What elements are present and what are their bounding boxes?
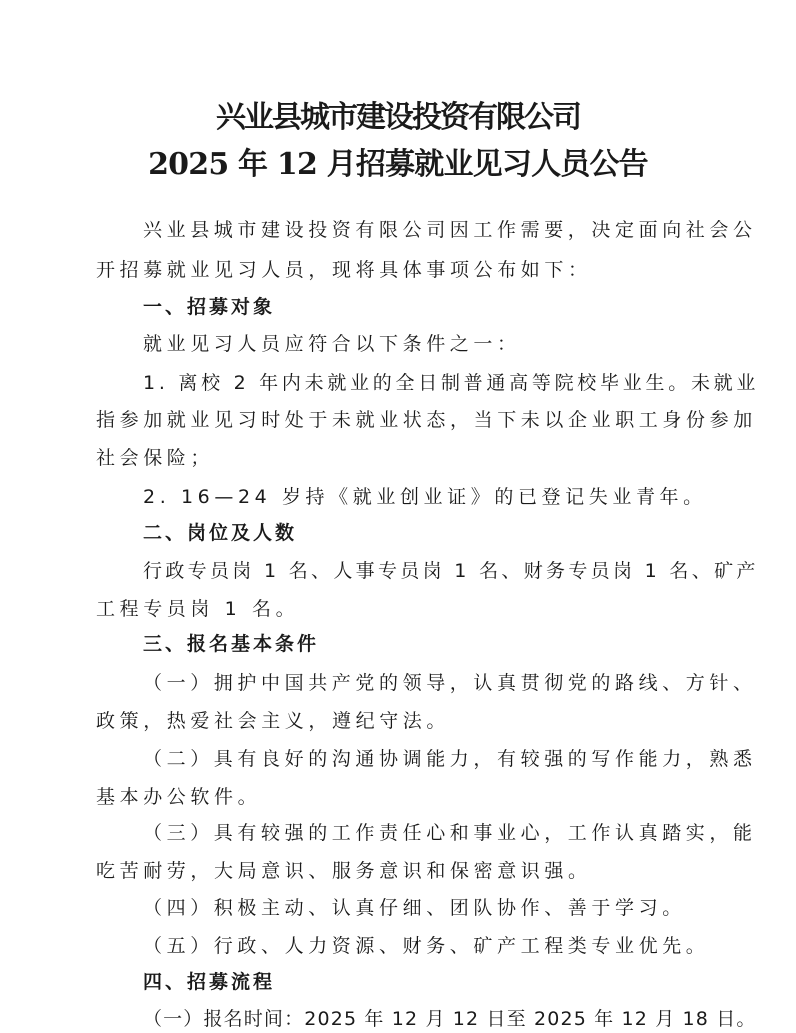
requirement-2-line1: （二）具有良好的沟通协调能力，有较强的写作能力，熟悉 <box>143 748 757 770</box>
requirement-5: （五）行政、人力资源、财务、矿产工程类专业优先。 <box>143 935 710 957</box>
section1-item1-line2: 指参加就业见习时处于未就业状态，当下未以企业职工身份参加 <box>96 409 757 431</box>
requirement-1-line2: 政策，热爱社会主义，遵纪守法。 <box>96 710 451 732</box>
section-heading-recruit-target: 一、招募对象 <box>143 296 276 318</box>
document-title-line1: 兴业县城市建设投资有限公司 <box>216 100 580 135</box>
requirement-1-line1: （一）拥护中国共产党的领导，认真贯彻党的路线、方针、 <box>143 672 757 694</box>
document-title-line2: 2025 年 12 月招募就业见习人员公告 <box>148 147 648 182</box>
section1-item1-line1: 1. 离校 2 年内未就业的全日制普通高等院校毕业生。未就业 <box>143 372 760 394</box>
requirement-3-line2: 吃苦耐劳，大局意识、服务意识和保密意识强。 <box>96 860 592 882</box>
section2-line2: 工程专员岗 1 名。 <box>96 598 300 620</box>
section-heading-process: 四、招募流程 <box>143 971 276 993</box>
requirement-2-line2: 基本办公软件。 <box>96 786 262 808</box>
process-registration-time: （一）报名时间：2025 年 12 月 12 日至 2025 年 12 月 18 日。 <box>143 1008 757 1030</box>
requirement-4: （四）积极主动、认真仔细、团队协作、善于学习。 <box>143 897 686 919</box>
section1-item1-line3: 社会保险； <box>96 447 215 469</box>
section-heading-positions: 二、岗位及人数 <box>143 522 298 544</box>
section-heading-requirements: 三、报名基本条件 <box>143 633 320 655</box>
intro-line-1: 兴业县城市建设投资有限公司因工作需要，决定面向社会公 <box>143 219 757 241</box>
section1-item2: 2. 16—24 岁持《就业创业证》的已登记失业青年。 <box>143 486 707 508</box>
section1-lead: 就业见习人员应符合以下条件之一： <box>143 333 521 355</box>
intro-line-2: 开招募就业见习人员，现将具体事项公布如下： <box>96 259 592 281</box>
section2-line1: 行政专员岗 1 名、人事专员岗 1 名、财务专员岗 1 名、矿产 <box>143 560 759 582</box>
requirement-3-line1: （三）具有较强的工作责任心和事业心，工作认真踏实，能 <box>143 822 757 844</box>
